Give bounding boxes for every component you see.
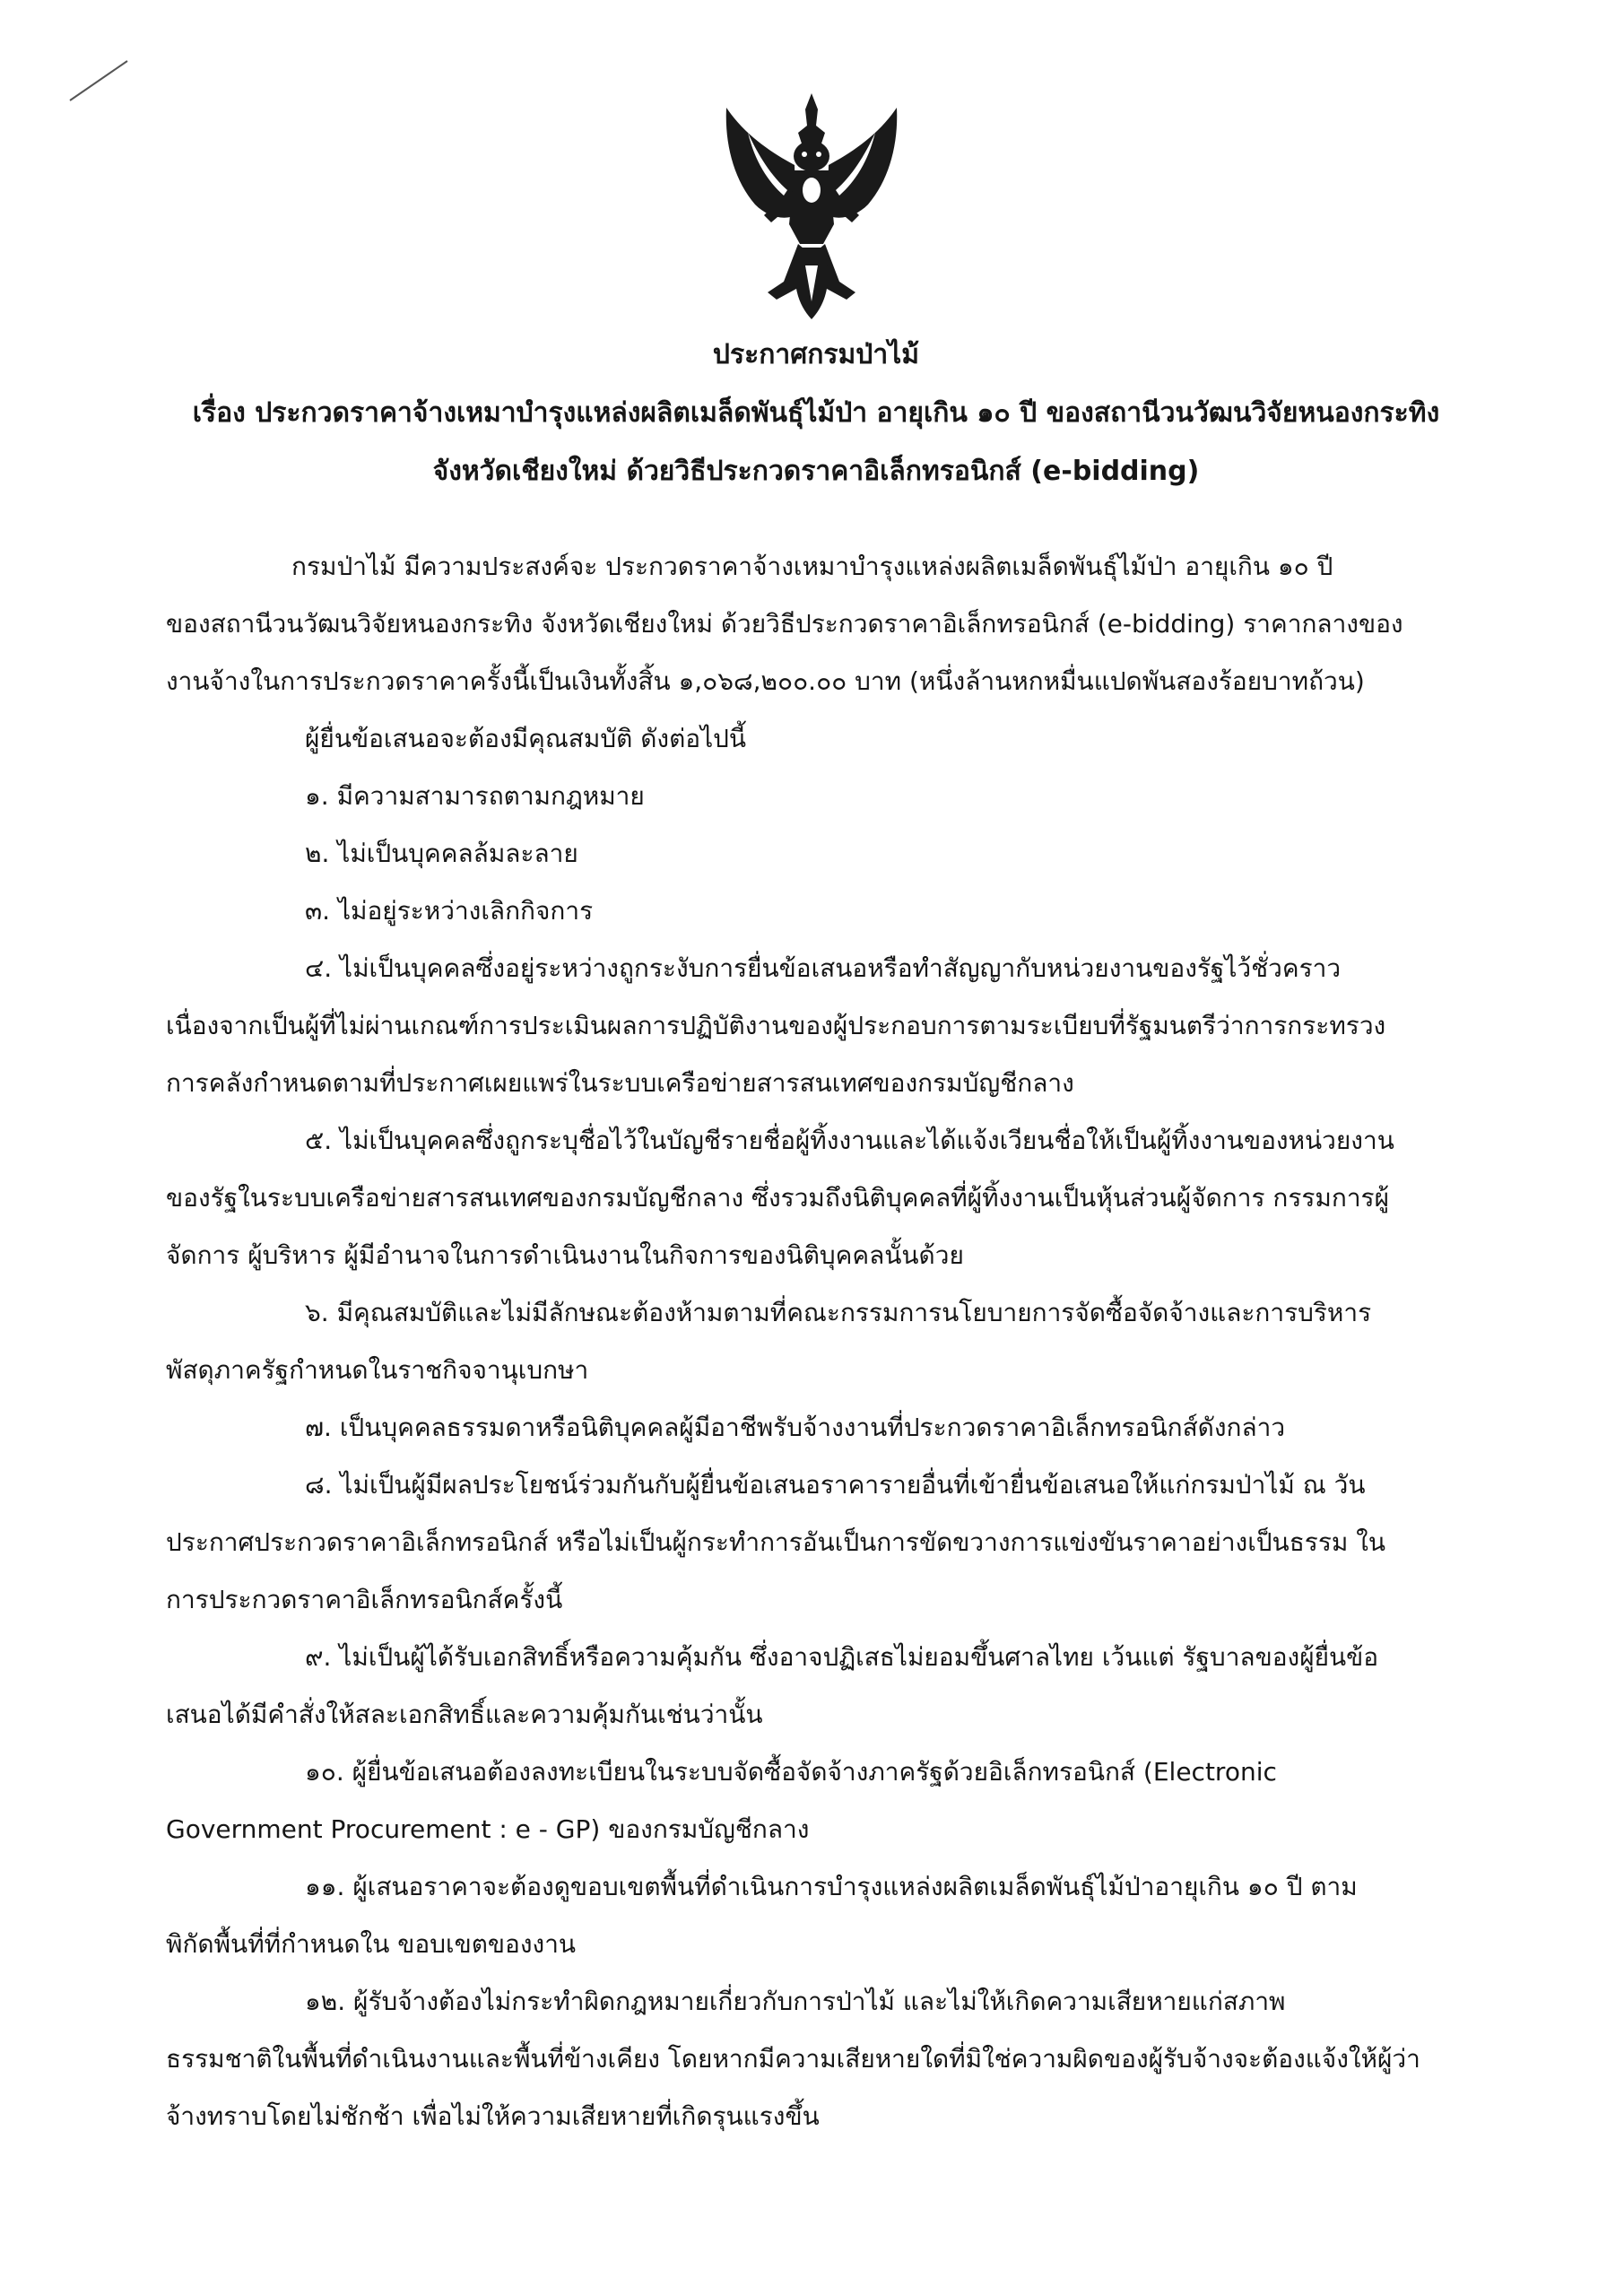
body-line: กรมป่าไม้ มีความประสงค์จะ ประกวดราคาจ้างเหมาบำรุงแหล่งผลิตเมล็ดพันธุ์ไม้ป่า อายุเกิน ๑๐ ปี (291, 552, 1333, 581)
body-line: จัดการ ผู้บริหาร ผู้มีอำนาจในการดำเนินงานในกิจการของนิติบุคคลนั้นด้วย (166, 1240, 964, 1270)
garuda-emblem-icon (708, 90, 915, 325)
qualification-item-1: ๑. มีความสามารถตามกฎหมาย (305, 781, 645, 811)
body-line: Government Procurement : e - GP) ของกรมบัญชีกลาง (166, 1814, 810, 1844)
pen-stroke-mark (63, 54, 135, 108)
qualification-item-6: ๖. มีคุณสมบัติและไม่มีลักษณะต้องห้ามตามที่คณะกรรมการนโยบายการจัดซื้อจัดจ้างและการบริหาร (305, 1298, 1372, 1327)
title-subject-line-1: เรื่อง ประกวดราคาจ้างเหมาบำรุงแหล่งผลิตเมล็ดพันธุ์ไม้ป่า อายุเกิน ๑๐ ปี ของสถานีวนวัฒนวิจัยหนองกระทิง (192, 397, 1440, 429)
qualification-item-11: ๑๑. ผู้เสนอราคาจะต้องดูขอบเขตพื้นที่ดำเนินการบำรุงแหล่งผลิตเมล็ดพันธุ์ไม้ป่าอายุเกิน ๑๐ ปี ตาม (305, 1872, 1358, 1901)
qualification-item-5: ๕. ไม่เป็นบุคคลซึ่งถูกระบุชื่อไว้ในบัญชีรายชื่อผู้ทิ้งงานและได้แจ้งเวียนชื่อให้เป็นผู้ทิ้งงานของหน่วยงาน (305, 1126, 1394, 1155)
body-line: การประกวดราคาอิเล็กทรอนิกส์ครั้งนี้ (166, 1585, 563, 1614)
announcement-body (166, 552, 1466, 2159)
qualification-item-4: ๔. ไม่เป็นบุคคลซึ่งอยู่ระหว่างถูกระงับการยื่นข้อเสนอหรือทำสัญญากับหน่วยงานของรัฐไว้ชั่วคราว (305, 953, 1342, 983)
body-line: เนื่องจากเป็นผู้ที่ไม่ผ่านเกณฑ์การประเมินผลการปฏิบัติงานของผู้ประกอบการตามระเบียบที่รัฐมนตรีว่าการกระทรวง (166, 1011, 1386, 1040)
body-line: การคลังกำหนดตามที่ประกาศเผยแพร่ในระบบเครือข่ายสารสนเทศของกรมบัญชีกลาง (166, 1068, 1074, 1098)
body-line: พัสดุภาครัฐกำหนดในราชกิจจานุเบกษา (166, 1355, 589, 1385)
qualification-intro: ผู้ยื่นข้อเสนอจะต้องมีคุณสมบัติ ดังต่อไปนี้ (305, 724, 747, 753)
qualification-item-7: ๗. เป็นบุคคลธรรมดาหรือนิติบุคคลผู้มีอาชีพรับจ้างงานที่ประกวดราคาอิเล็กทรอนิกส์ดังกล่าว (305, 1413, 1286, 1442)
qualification-item-9: ๙. ไม่เป็นผู้ได้รับเอกสิทธิ์หรือความคุ้มกัน ซึ่งอาจปฏิเสธไม่ยอมขึ้นศาลไทย เว้นแต่ รัฐบาลของผู้ยื่นข้อ (305, 1642, 1379, 1672)
announcement-title (161, 339, 1471, 514)
body-line: งานจ้างในการประกวดราคาครั้งนี้เป็นเงินทั้งสิ้น ๑,๐๖๘,๒๐๐.๐๐ บาท (หนึ่งล้านหกหมื่นแปดพันสองร้อยบาทถ้วน) (166, 666, 1365, 696)
body-line: เสนอได้มีคำสั่งให้สละเอกสิทธิ์และความคุ้มกันเช่นว่านั้น (166, 1700, 763, 1729)
qualification-item-2: ๒. ไม่เป็นบุคคลล้มละลาย (305, 839, 578, 868)
qualification-item-3: ๓. ไม่อยู่ระหว่างเลิกกิจการ (305, 896, 594, 926)
body-line: ประกาศประกวดราคาอิเล็กทรอนิกส์ หรือไม่เป็นผู้กระทำการอันเป็นการขัดขวางการแข่งขันราคาอย่างเป็นธรรม ใน (166, 1527, 1386, 1557)
title-subject-line-2: จังหวัดเชียงใหม่ ด้วยวิธีประกวดราคาอิเล็กทรอนิกส์ (e-bidding) (432, 456, 1200, 487)
qualification-item-12: ๑๒. ผู้รับจ้างต้องไม่กระทำผิดกฎหมายเกี่ยวกับการป่าไม้ และไม่ให้เกิดความเสียหายแก่สภาพ (305, 1987, 1286, 2016)
body-line: จ้างทราบโดยไม่ชักช้า เพื่อไม่ให้ความเสียหายที่เกิดรุนแรงขึ้น (166, 2101, 820, 2131)
body-line: ของรัฐในระบบเครือข่ายสารสนเทศของกรมบัญชีกลาง ซึ่งรวมถึงนิติบุคคลที่ผู้ทิ้งงานเป็นหุ้นส่วนผู้จัดการ กรรมการผู้ (166, 1183, 1390, 1213)
body-line: ธรรมชาติในพื้นที่ดำเนินงานและพื้นที่ข้างเคียง โดยหากมีความเสียหายใดที่มิใช่ความผิดของผู้รับจ้างจะต้องแจ้งให้ผู้ว่า (166, 2044, 1420, 2074)
qualification-item-8: ๘. ไม่เป็นผู้มีผลประโยชน์ร่วมกันกับผู้ยื่นข้อเสนอราคารายอื่นที่เข้ายื่นข้อเสนอให้แก่กรมป่าไม้ ณ วัน (305, 1470, 1366, 1500)
title-heading: ประกาศกรมป่าไม้ (712, 339, 920, 370)
qualification-item-10: ๑๐. ผู้ยื่นข้อเสนอต้องลงทะเบียนในระบบจัดซื้อจัดจ้างภาครัฐด้วยอิเล็กทรอนิกส์ (Electronic (305, 1757, 1277, 1787)
body-line: พิกัดพื้นที่ที่กำหนดใน ขอบเขตของงาน (166, 1929, 577, 1959)
body-line: ของสถานีวนวัฒนวิจัยหนองกระทิง จังหวัดเชียงใหม่ ด้วยวิธีประกวดราคาอิเล็กทรอนิกส์ (e-bidding) ราคากลางของ (166, 609, 1403, 639)
